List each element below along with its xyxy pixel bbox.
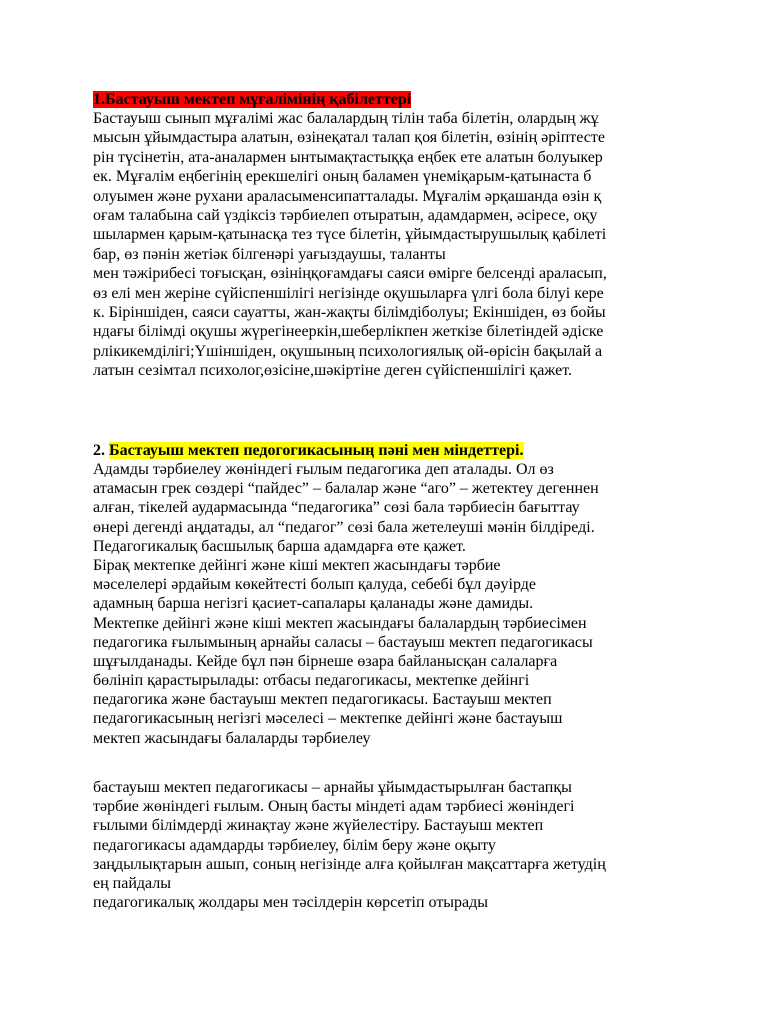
body-line: латын сезімтал психолог,өзісіне,шәкіртіне деген сүйіспеншілігі қажет. xyxy=(93,362,573,380)
section-1-heading xyxy=(93,90,411,109)
body-line: Мектепке дейінгі және кіші мектеп жасындағы балалардың тәрбиесімен xyxy=(93,614,587,632)
body-line: рін түсінетін, ата-аналармен ынтымақтастыққа еңбек ете алатын болуыкер xyxy=(93,148,603,166)
section-2-heading-text: Бастауыш мектеп педогогикасының пәні мен міндеттері. xyxy=(109,442,524,459)
body-line: Педагогикалық басшылық барша адамдарға өте қажет. xyxy=(93,537,466,555)
section-2-body xyxy=(93,460,683,748)
body-line: заңдылықтарын ашып, соның негізінде алға қойылған мақсаттарға жетудің xyxy=(93,855,606,873)
body-line: Адамды тәрбиелеу жөніндегі ғылым педагогика деп аталады. Ол өз xyxy=(93,461,554,478)
body-line: Бастауыш сынып мұғалімі жас балалардың тілін таба білетін, олардың жұ xyxy=(93,110,599,127)
body-line: мен тәжірибесі тоғысқан, өзініңқоғамдағы саяси өмірге белсенді араласып, xyxy=(93,265,607,283)
body-line: бастауыш мектеп педагогикасы – арнайы ұйымдастырылған бастапқы xyxy=(93,779,572,796)
body-line: бөлініп қарастырылады: отбасы педагогикасы, мектепке дейінгі xyxy=(93,672,530,690)
section-1-body xyxy=(93,109,683,380)
body-line: мысын ұйымдастыра алатын, өзінеқатал талап қоя білетін, өзінің әріптесте xyxy=(93,129,605,147)
body-line: олуымен және рухани араласыменсипатталады. Мұғалім әрқашанда өзін қ xyxy=(93,187,602,205)
section-abilities xyxy=(93,90,683,380)
section-2-heading-number: 2. xyxy=(93,442,105,459)
body-line: мәселелері әрдайым көкейтесті болып қалуда, себебі бұл дәуірде xyxy=(93,576,536,594)
body-line: шылармен қарым-қатынасқа тез түсе білетін, ұйымдастырушылық қабілеті xyxy=(93,226,607,244)
body-line: мектеп жасындағы балаларды тәрбиелеу xyxy=(93,729,371,747)
body-line: ндағы білімді оқушы жүрегінееркін,шеберлікпен жеткізе білетіндей әдіске xyxy=(93,323,604,341)
body-line: ғылыми білімдерді жинақтау және жүйелестіру. Бастауыш мектеп xyxy=(93,817,544,835)
section-2-paragraph-2 xyxy=(93,778,693,912)
body-line: шұғылданады. Кейде бұл пән бірнеше өзара байланысқан салаларға xyxy=(93,652,558,670)
body-line: оғам талабына сай үздіксіз тәрбиелеп отыратын, адамдармен, әсіресе, оқу xyxy=(93,206,598,224)
body-line: бар, өз пәнін жетіәк білгенәрі уағыздаушы, таланты xyxy=(93,245,446,263)
body-line: к. Біріншіден, саяси сауатты, жан-жақты білімдіболуы; Екіншіден, өз бойы xyxy=(93,303,606,321)
body-line: атамасын грек сөздері “пайдес” – балалар және “аго” – жетектеу дегеннен xyxy=(93,480,599,498)
body-line: Бірақ мектепке дейінгі және кіші мектеп жасындағы тәрбие xyxy=(93,556,501,574)
section-1-heading-text: 1.Бастауыш мектеп мұғалімінің қабілеттері xyxy=(93,91,412,108)
body-line: адамның барша негізгі қасиет-сапалары қаланады және дамиды. xyxy=(93,595,534,613)
body-line: тәрбие жөніндегі ғылым. Оның басты міндеті адам тәрбиесі жөніндегі xyxy=(93,798,575,816)
body-line: алған, тікелей аудармасында “педагогика” сөзі бала тәрбиесін бағыттау xyxy=(93,499,580,517)
body-line: рлікикемділігі;Үшіншіден, оқушының психологиялық ой-өрісін бақылай а xyxy=(93,342,603,360)
section-2-heading xyxy=(93,441,524,460)
body-line: өз елі мен жеріне сүйіспеншілігі негізінде оқушыларға үлгі бола білуі кере xyxy=(93,284,604,302)
body-line: педагогика және бастауыш мектеп педагогикасы. Бастауыш мектеп xyxy=(93,691,552,709)
body-line: ең пайдалы xyxy=(93,874,172,892)
body-line: педагогикасының негізгі мәселесі – мектепке дейінгі және бастауыш xyxy=(93,710,563,728)
section-pedagogy xyxy=(93,441,683,748)
body-line: өнері дегенді аңдатады, ал “педагог” сөзі бала жетелеуші мәнін білдіреді. xyxy=(93,518,595,536)
body-line: ек. Мұғалім еңбегінің ерекшелігі оның баламен үнемiқарым-қатынаста б xyxy=(93,168,592,186)
body-line: педагогикасы адамдарды тәрбиелеу, білім беру және оқыту xyxy=(93,836,496,854)
body-line: педагогика ғылымының арнайы саласы – бастауыш мектеп педагогикасы xyxy=(93,633,593,651)
body-line: педагогикалық жолдары мен тәсілдерін көрсетіп отырады xyxy=(93,894,489,912)
